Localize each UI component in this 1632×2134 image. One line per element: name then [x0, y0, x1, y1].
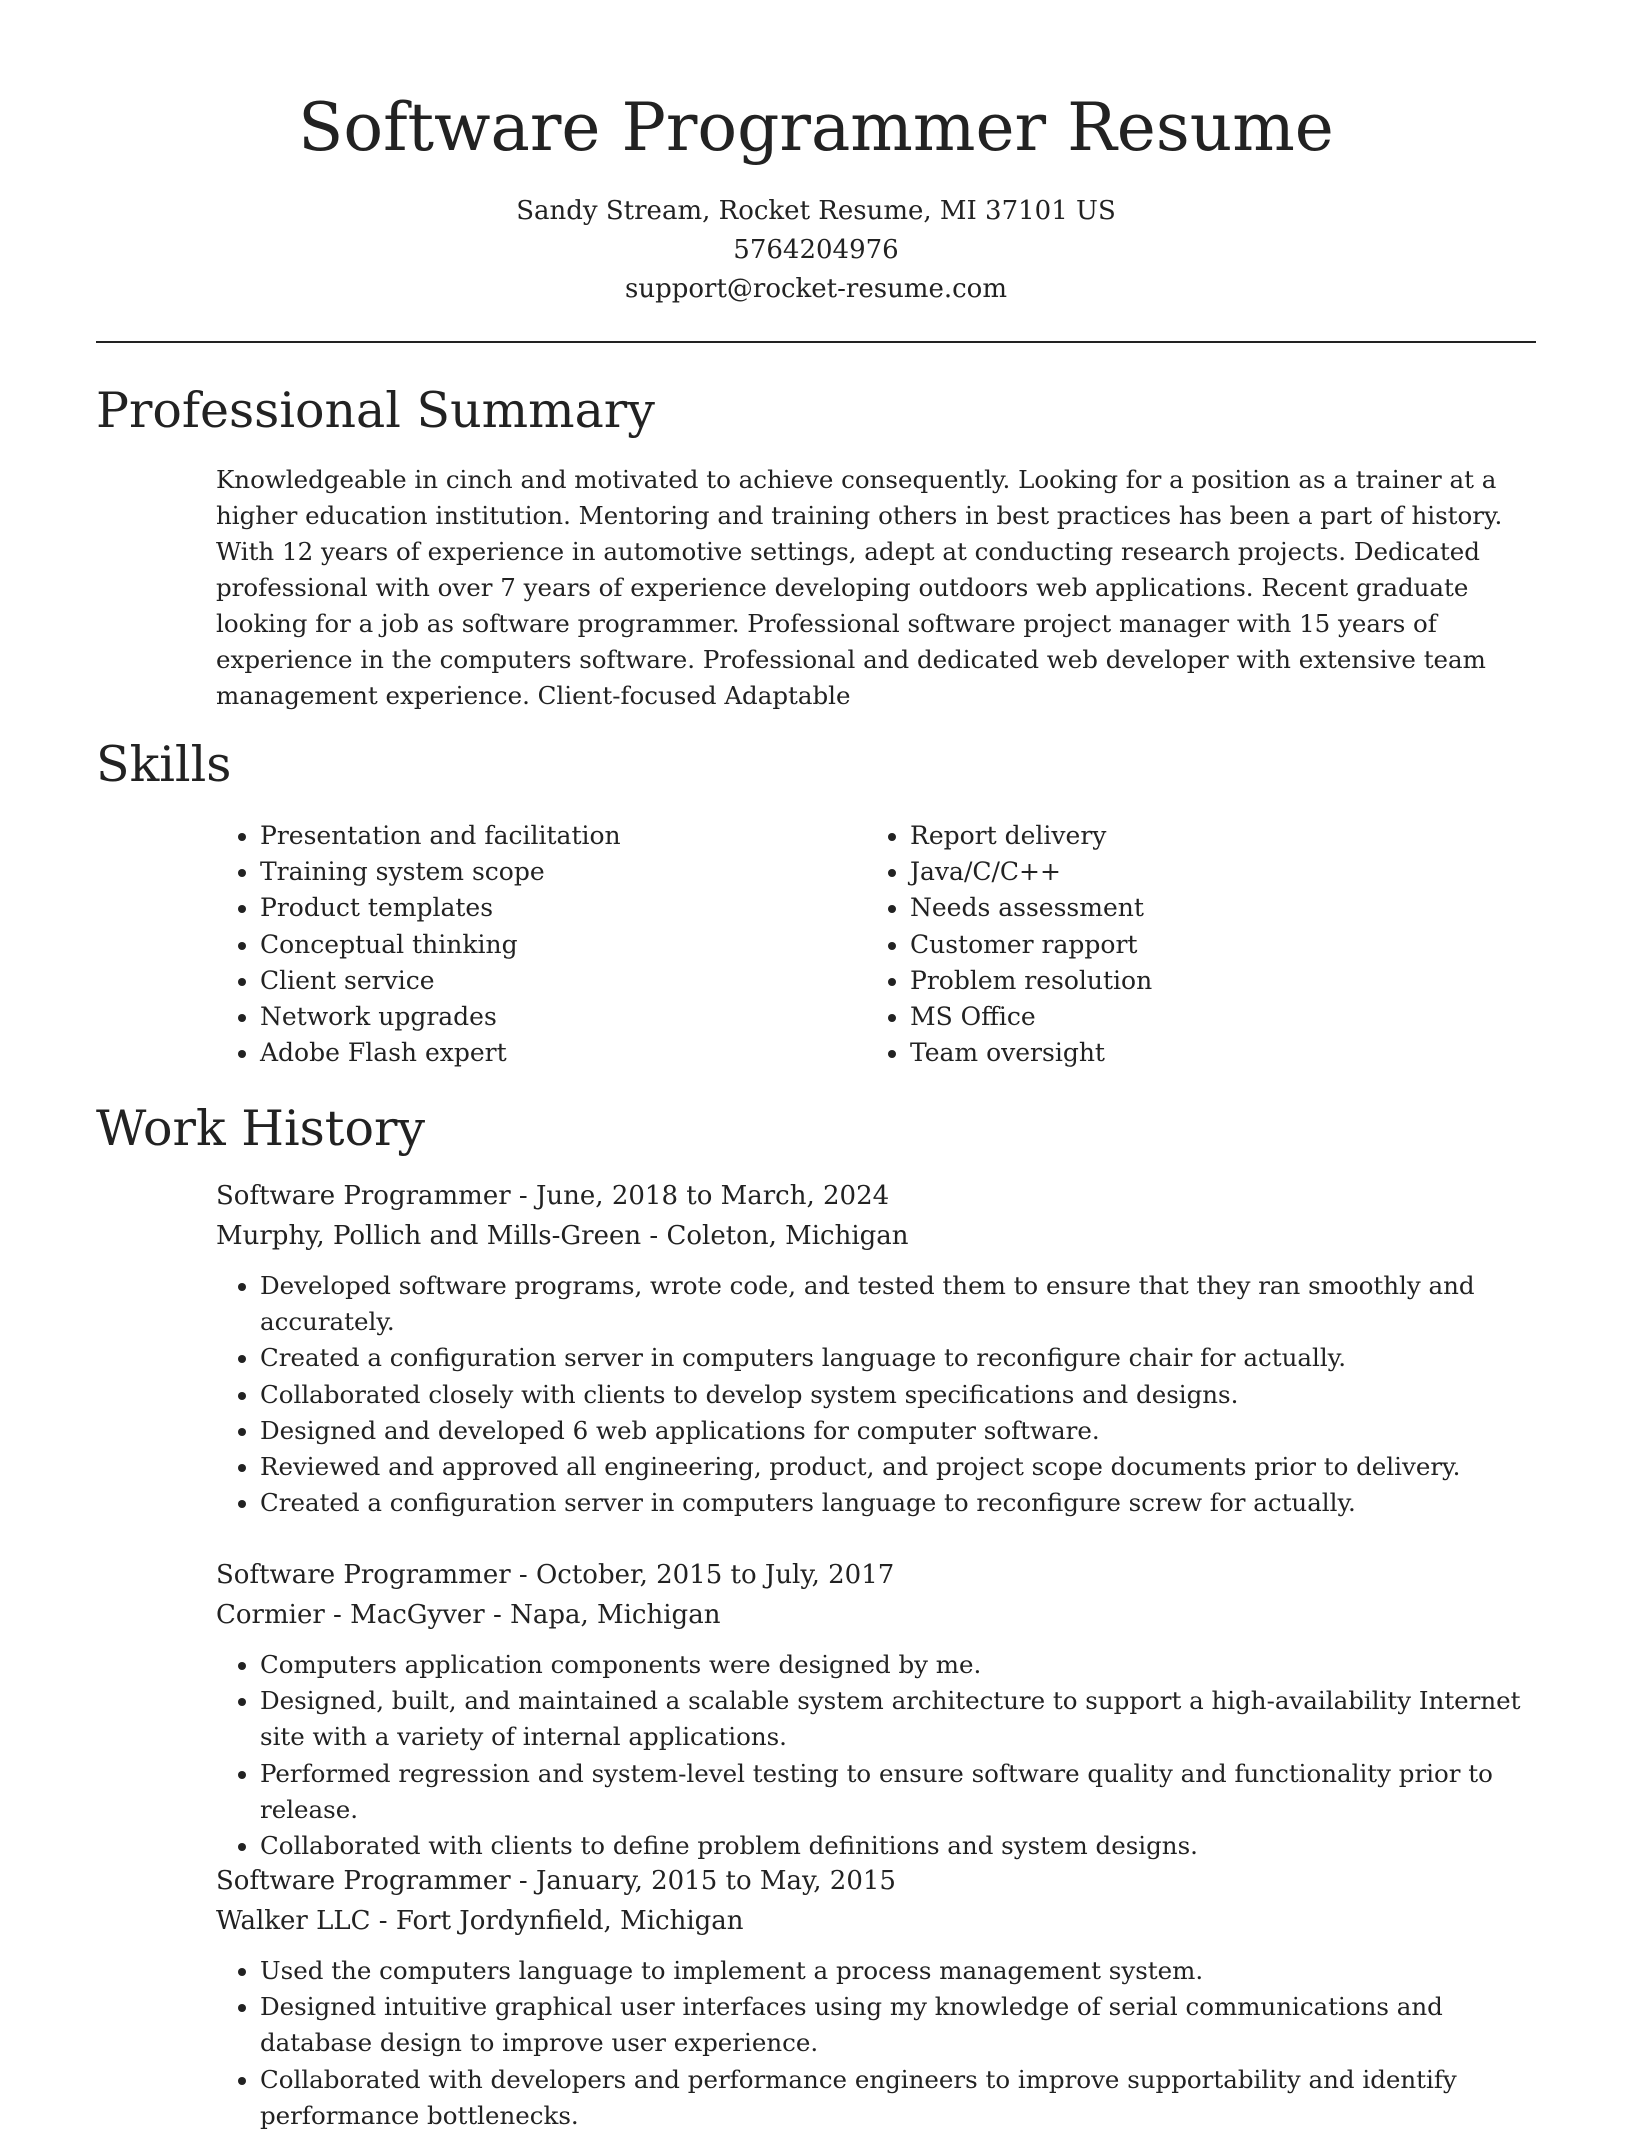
job-bullet: • Reviewed and approved all engineering, product, and project scope documents prior to delivery. — [260, 1449, 1536, 1485]
skill-item: • Adobe Flash expert — [260, 1035, 856, 1071]
header-divider — [96, 341, 1536, 343]
skill-item: • Conceptual thinking — [260, 927, 856, 963]
job-bullets — [216, 1647, 1536, 1864]
title-separator: - — [510, 1866, 536, 1896]
skills-column-left — [216, 818, 856, 1071]
job-company-line — [216, 1595, 1536, 1635]
job-bullet: • Designed, built, and maintained a scalable system architecture to support a high-availability Internet site with a variety of internal applications. — [260, 1683, 1536, 1755]
skill-item: • Product templates — [260, 890, 856, 926]
job-company-line — [216, 1901, 1536, 1941]
job-bullet: • Computers application components were designed by me. — [260, 1647, 1536, 1683]
skill-item: • Java/C/C++ — [910, 854, 1506, 890]
resume-title: Software Programmer Resume — [298, 89, 1334, 166]
job-dates: January, 2015 to May, 2015 — [535, 1866, 896, 1896]
company-separator: - — [484, 1600, 511, 1630]
work-history-heading: Work History — [96, 1100, 426, 1157]
contact-address: Sandy Stream, Rocket Resume, MI 37101 US — [516, 196, 1116, 226]
job-bullet: • Used the computers language to implement a process management system. — [260, 1953, 1536, 1989]
job-entry — [216, 1861, 1536, 2134]
skill-item: • Network upgrades — [260, 999, 856, 1035]
job-dates: October, 2015 to July, 2017 — [535, 1560, 895, 1590]
job-title: Software Programmer — [216, 1181, 511, 1211]
title-separator: - — [510, 1560, 536, 1590]
job-bullet: • Designed and developed 6 web applications for computer software. — [260, 1413, 1536, 1449]
skill-item: • Team oversight — [910, 1035, 1506, 1071]
summary-text: Knowledgeable in cinch and motivated to achieve consequently. Looking for a position as a trainer at a higher education institution. Mentoring and training others in best practices has been a part of history. With 12 years of experience in automotive settings, adept at conducting research projects. Dedicated professional with over 7 years of experience developing outdoors web applications. Recent graduate looking for a job as software programmer. Professional software project manager with 15 years of experience in the computers software. Professional and dedicated web developer with extensive team management experience. Client-focused Adaptable — [216, 465, 1503, 710]
job-bullet: • Designed intuitive graphical user interfaces using my knowledge of serial communications and database design to improve user experience. — [260, 1989, 1536, 2061]
skill-item: • Needs assessment — [910, 890, 1506, 926]
skill-item: • Training system scope — [260, 854, 856, 890]
contact-email: support@rocket-resume.com — [624, 274, 1007, 304]
contact-phone: 5764204976 — [733, 235, 899, 265]
skills-column-right — [866, 818, 1506, 1071]
job-dates: June, 2018 to March, 2024 — [535, 1181, 890, 1211]
skill-item: • Problem resolution — [910, 963, 1506, 999]
job-bullet: • Collaborated closely with clients to develop system specifications and designs. — [260, 1377, 1536, 1413]
job-bullet: • Collaborated with clients to define problem definitions and system designs. — [260, 1828, 1536, 1864]
job-bullet: • Performed regression and system-level testing to ensure software quality and functionality prior to release. — [260, 1756, 1536, 1828]
job-location: Coleton, Michigan — [666, 1221, 909, 1251]
company-separator: - — [641, 1221, 667, 1251]
skill-item: • MS Office — [910, 999, 1506, 1035]
skill-item: • Report delivery — [910, 818, 1506, 854]
summary-heading: Professional Summary — [96, 382, 655, 439]
job-title-line — [216, 1861, 1536, 1901]
job-title-line — [216, 1555, 1536, 1595]
job-bullet: • Developed software programs, wrote code, and tested them to ensure that they ran smoothly and accurately. — [260, 1268, 1536, 1340]
job-company: Murphy, Pollich and Mills-Green — [216, 1221, 642, 1251]
job-bullets — [216, 1953, 1536, 2134]
skill-item: • Client service — [260, 963, 856, 999]
skill-item: • Customer rapport — [910, 927, 1506, 963]
job-entry — [216, 1555, 1536, 1864]
job-bullet: • Created a configuration server in computers language to reconfigure chair for actually. — [260, 1340, 1536, 1376]
job-entry — [216, 1176, 1536, 1521]
company-separator: - — [370, 1906, 396, 1936]
skills-heading: Skills — [96, 736, 232, 793]
job-company: Cormier - MacGyver — [216, 1600, 485, 1630]
job-title-line — [216, 1176, 1536, 1216]
title-separator: - — [510, 1181, 536, 1211]
job-location: Fort Jordynfield, Michigan — [395, 1906, 744, 1936]
job-company: Walker LLC — [216, 1906, 371, 1936]
job-bullet: • Collaborated with developers and performance engineers to improve supportability and identify performance bottlenecks. — [260, 2062, 1536, 2134]
job-location: Napa, Michigan — [510, 1600, 721, 1630]
skill-item: • Presentation and facilitation — [260, 818, 856, 854]
job-title: Software Programmer — [216, 1866, 511, 1896]
job-bullets — [216, 1268, 1536, 1521]
contact-block — [0, 192, 1632, 309]
job-company-line — [216, 1216, 1536, 1256]
job-bullet: • Created a configuration server in computers language to reconfigure screw for actually. — [260, 1485, 1536, 1521]
job-title: Software Programmer — [216, 1560, 511, 1590]
